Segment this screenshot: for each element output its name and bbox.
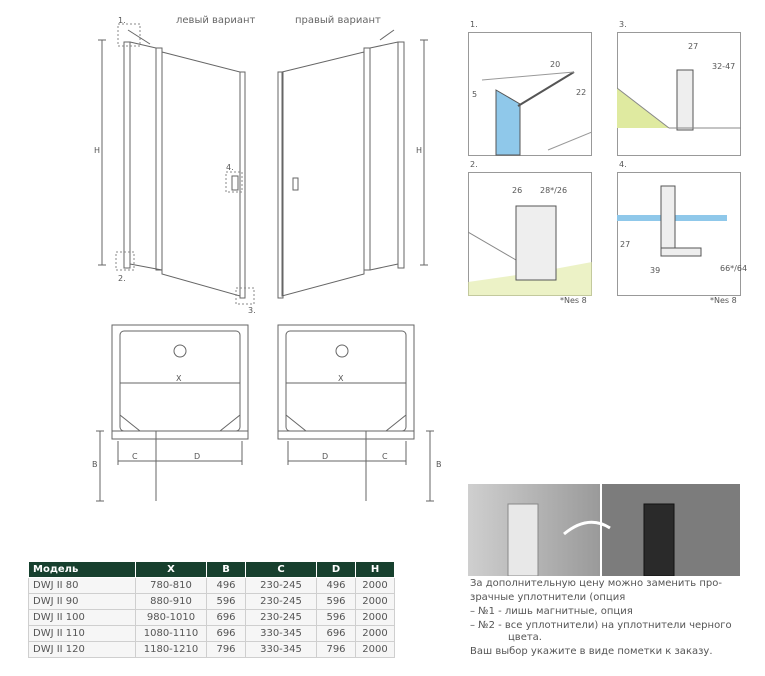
note-line-1: За дополнительную цену можно заменить про-: [470, 578, 722, 589]
cell-b: 496: [207, 578, 246, 594]
cell-b: 596: [207, 594, 246, 610]
detail-3-number: 3.: [619, 20, 627, 29]
right-variant-label: правый вариант: [295, 15, 381, 26]
detail-4-note: *Nes 8: [710, 296, 737, 305]
cell-h: 2000: [356, 610, 395, 626]
cell-h: 2000: [356, 626, 395, 642]
table-row: [29, 642, 395, 658]
header-c: C: [246, 562, 317, 578]
header-x: X: [136, 562, 207, 578]
cell-b: 796: [207, 642, 246, 658]
cell-d: 596: [317, 610, 356, 626]
header-b: B: [207, 562, 246, 578]
detail-3-dim-a: 27: [688, 42, 699, 51]
cell-model: DWJ II 80: [29, 578, 136, 594]
table-row: [29, 610, 395, 626]
detail-3-drawing: [617, 32, 741, 156]
note-line-3: – №1 - лишь магнитные, опция: [470, 606, 633, 617]
dim-c-left: C: [132, 452, 138, 461]
cell-h: 2000: [356, 594, 395, 610]
left-variant-label: левый вариант: [176, 15, 256, 26]
cell-d: 596: [317, 594, 356, 610]
detail-4-number: 4.: [619, 160, 627, 169]
detail-2-dim-b: 28*/26: [540, 186, 568, 195]
dim-x-left: X: [176, 374, 182, 383]
table-row: [29, 626, 395, 642]
dim-b-left: B: [92, 460, 98, 469]
note-line-4: – №2 - все уплотнители) на уплотнители черного: [470, 620, 732, 631]
cell-b: 696: [207, 610, 246, 626]
cell-h: 2000: [356, 578, 395, 594]
header-model: Модель: [29, 562, 136, 578]
table-row: [29, 594, 395, 610]
cell-d: 696: [317, 626, 356, 642]
callout-3: 3.: [248, 306, 256, 315]
door-elevation-drawings: [0, 0, 460, 320]
cell-model: DWJ II 110: [29, 626, 136, 642]
detail-1-dim-c: 22: [576, 88, 587, 97]
callout-2: 2.: [118, 274, 126, 283]
plan-view-drawings: [0, 315, 460, 515]
detail-2-drawing: [468, 172, 592, 296]
dim-b-right: B: [436, 460, 442, 469]
cell-c: 330-345: [246, 642, 317, 658]
cell-c: 230-245: [246, 578, 317, 594]
cell-d: 796: [317, 642, 356, 658]
detail-1-dim-a: 20: [550, 60, 561, 69]
note-line-6: Ваш выбор укажите в виде пометки к заказу.: [470, 646, 713, 657]
cell-c: 230-245: [246, 594, 317, 610]
detail-2-number: 2.: [470, 160, 478, 169]
dim-h-left: H: [94, 146, 101, 155]
detail-1-number: 1.: [470, 20, 478, 29]
note-line-2: зрачные уплотнители (опция: [470, 592, 626, 603]
cell-c: 330-345: [246, 626, 317, 642]
header-h: H: [356, 562, 395, 578]
dim-d-right: D: [322, 452, 329, 461]
callout-4: 4.: [226, 163, 234, 172]
cell-model: DWJ II 100: [29, 610, 136, 626]
cell-x: 880-910: [136, 594, 207, 610]
cell-model: DWJ II 120: [29, 642, 136, 658]
model-dimensions-table: [28, 561, 395, 658]
detail-2-note: *Nes 8: [560, 296, 587, 305]
cell-x: 980-1010: [136, 610, 207, 626]
cell-x: 780-810: [136, 578, 207, 594]
cell-x: 1080-1110: [136, 626, 207, 642]
dim-c-right: C: [382, 452, 388, 461]
seal-photo: [468, 484, 740, 576]
detail-4-dim-b: 39: [650, 266, 661, 275]
detail-3-dim-b: 32-47: [712, 62, 736, 71]
cell-h: 2000: [356, 642, 395, 658]
cell-model: DWJ II 90: [29, 594, 136, 610]
cell-d: 496: [317, 578, 356, 594]
cell-b: 696: [207, 626, 246, 642]
note-line-5: цвета.: [508, 632, 542, 643]
table-header-row: [29, 562, 395, 578]
callout-1: 1.: [118, 16, 126, 25]
dim-x-right: X: [338, 374, 344, 383]
dim-h-right: H: [416, 146, 423, 155]
detail-1-dim-b: 5: [472, 90, 478, 99]
dim-d-left: D: [194, 452, 201, 461]
detail-4-drawing: [617, 172, 741, 296]
detail-2-dim-a: 26: [512, 186, 523, 195]
detail-1-drawing: [468, 32, 592, 156]
cell-c: 230-245: [246, 610, 317, 626]
table-row: [29, 578, 395, 594]
detail-4-dim-c: 66*/64: [720, 264, 748, 273]
cell-x: 1180-1210: [136, 642, 207, 658]
header-d: D: [317, 562, 356, 578]
detail-4-dim-a: 27: [620, 240, 631, 249]
